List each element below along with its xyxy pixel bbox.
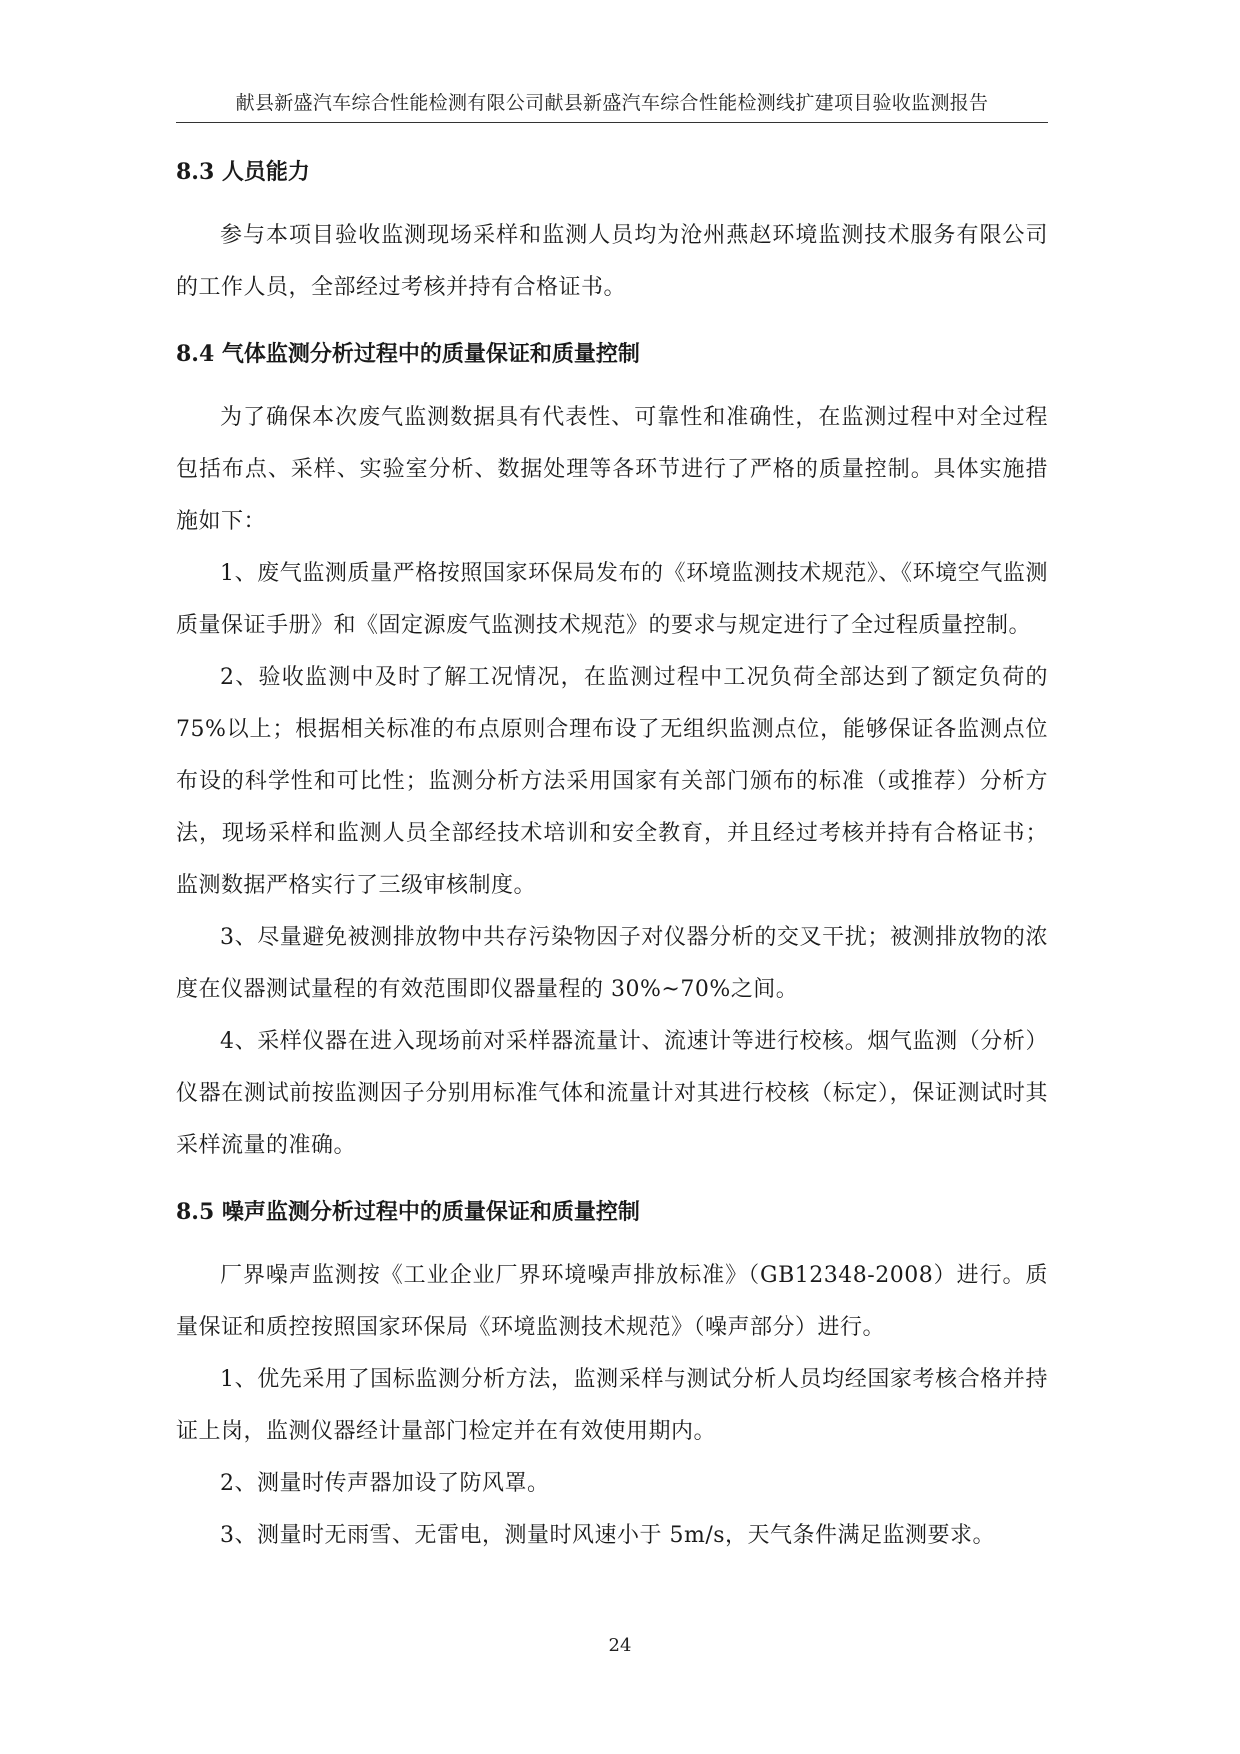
header-rule xyxy=(176,122,1048,123)
page-header: 献县新盛汽车综合性能检测有限公司献县新盛汽车综合性能检测线扩建项目验收监测报告 xyxy=(235,92,989,114)
paragraph: 厂界噪声监测按《工业企业厂界环境噪声排放标准》（GB12348-2008）进行。质量保证和质控按照国家环保局《环境监测技术规范》（噪声部分）进行。 xyxy=(176,1263,1048,1340)
section-title-8-3: 8.3 人员能力 xyxy=(176,159,310,185)
document-body xyxy=(176,146,1048,1562)
list-item: 1、优先采用了国标监测分析方法，监测采样与测试分析人员均经国家考核合格并持证上岗，监测仪器经计量部门检定并在有效使用期内。 xyxy=(176,1367,1048,1444)
list-item: 3、尽量避免被测排放物中共存污染物因子对仪器分析的交叉干扰；被测排放物的浓度在仪器测试量程的有效范围即仪器量程的 30%~70%之间。 xyxy=(176,925,1048,1002)
paragraph: 为了确保本次废气监测数据具有代表性、可靠性和准确性，在监测过程中对全过程包括布点、采样、实验室分析、数据处理等各环节进行了严格的质量控制。具体实施措施如下： xyxy=(176,405,1048,534)
list-item: 4、采样仪器在进入现场前对采样器流量计、流速计等进行校核。烟气监测（分析）仪器在测试前按监测因子分别用标准气体和流量计对其进行校核（标定），保证测试时其采样流量的准确。 xyxy=(176,1029,1048,1158)
list-item: 2、测量时传声器加设了防风罩。 xyxy=(220,1471,550,1496)
list-item: 1、废气监测质量严格按照国家环保局发布的《环境监测技术规范》、《环境空气监测质量保证手册》和《固定源废气监测技术规范》的要求与规定进行了全过程质量控制。 xyxy=(176,561,1048,638)
page-number: 24 xyxy=(608,1635,632,1656)
section-title-8-4: 8.4 气体监测分析过程中的质量保证和质量控制 xyxy=(176,341,640,367)
section-title-8-5: 8.5 噪声监测分析过程中的质量保证和质量控制 xyxy=(176,1199,640,1225)
paragraph: 参与本项目验收监测现场采样和监测人员均为沧州燕赵环境监测技术服务有限公司的工作人员，全部经过考核并持有合格证书。 xyxy=(176,223,1048,300)
list-item: 2、验收监测中及时了解工况情况，在监测过程中工况负荷全部达到了额定负荷的 75%以上；根据相关标准的布点原则合理布设了无组织监测点位，能够保证各监测点位布设的科学性和可比性；监测分析方法采用国家有关部门颁布的标准（或推荐）分析方法，现场采样和监测人员全部经技术培训和安全教育，并且经过考核并持有合格证书；监测数据严格实行了三级审核制度。 xyxy=(176,665,1048,898)
list-item: 3、测量时无雨雪、无雷电，测量时风速小于 5m/s，天气条件满足监测要求。 xyxy=(220,1523,996,1548)
